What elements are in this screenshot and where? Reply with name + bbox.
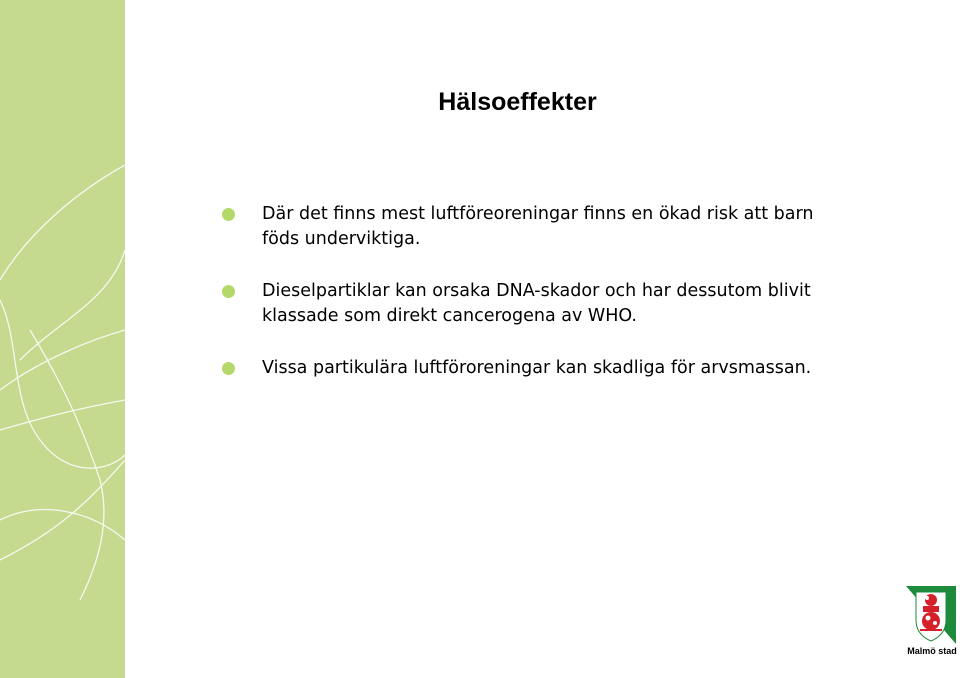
slide-title: Hälsoeffekter bbox=[438, 88, 597, 116]
bullet-list bbox=[222, 202, 822, 381]
bullet-text: Vissa partikulära luftföroreningar kan skadliga för arvsmassan. bbox=[262, 358, 812, 378]
logo-text: Malmö stad bbox=[907, 646, 957, 656]
bullet-text: Där det finns mest luftföreoreningar finns en ökad risk att barn föds underviktiga. bbox=[262, 204, 814, 249]
bullet-dot-icon bbox=[222, 285, 235, 298]
coat-of-arms-icon bbox=[906, 586, 956, 644]
bullet-text: Dieselpartiklar kan orsaka DNA-skador och har dessutom blivit klassade som direkt cancerogena av WHO. bbox=[262, 281, 811, 326]
bullet-item bbox=[222, 202, 822, 251]
malmo-stad-logo bbox=[904, 586, 958, 658]
bullet-dot-icon bbox=[222, 208, 235, 221]
bullet-item bbox=[222, 279, 822, 328]
bullet-dot-icon bbox=[222, 362, 235, 375]
bullet-item bbox=[222, 356, 822, 381]
